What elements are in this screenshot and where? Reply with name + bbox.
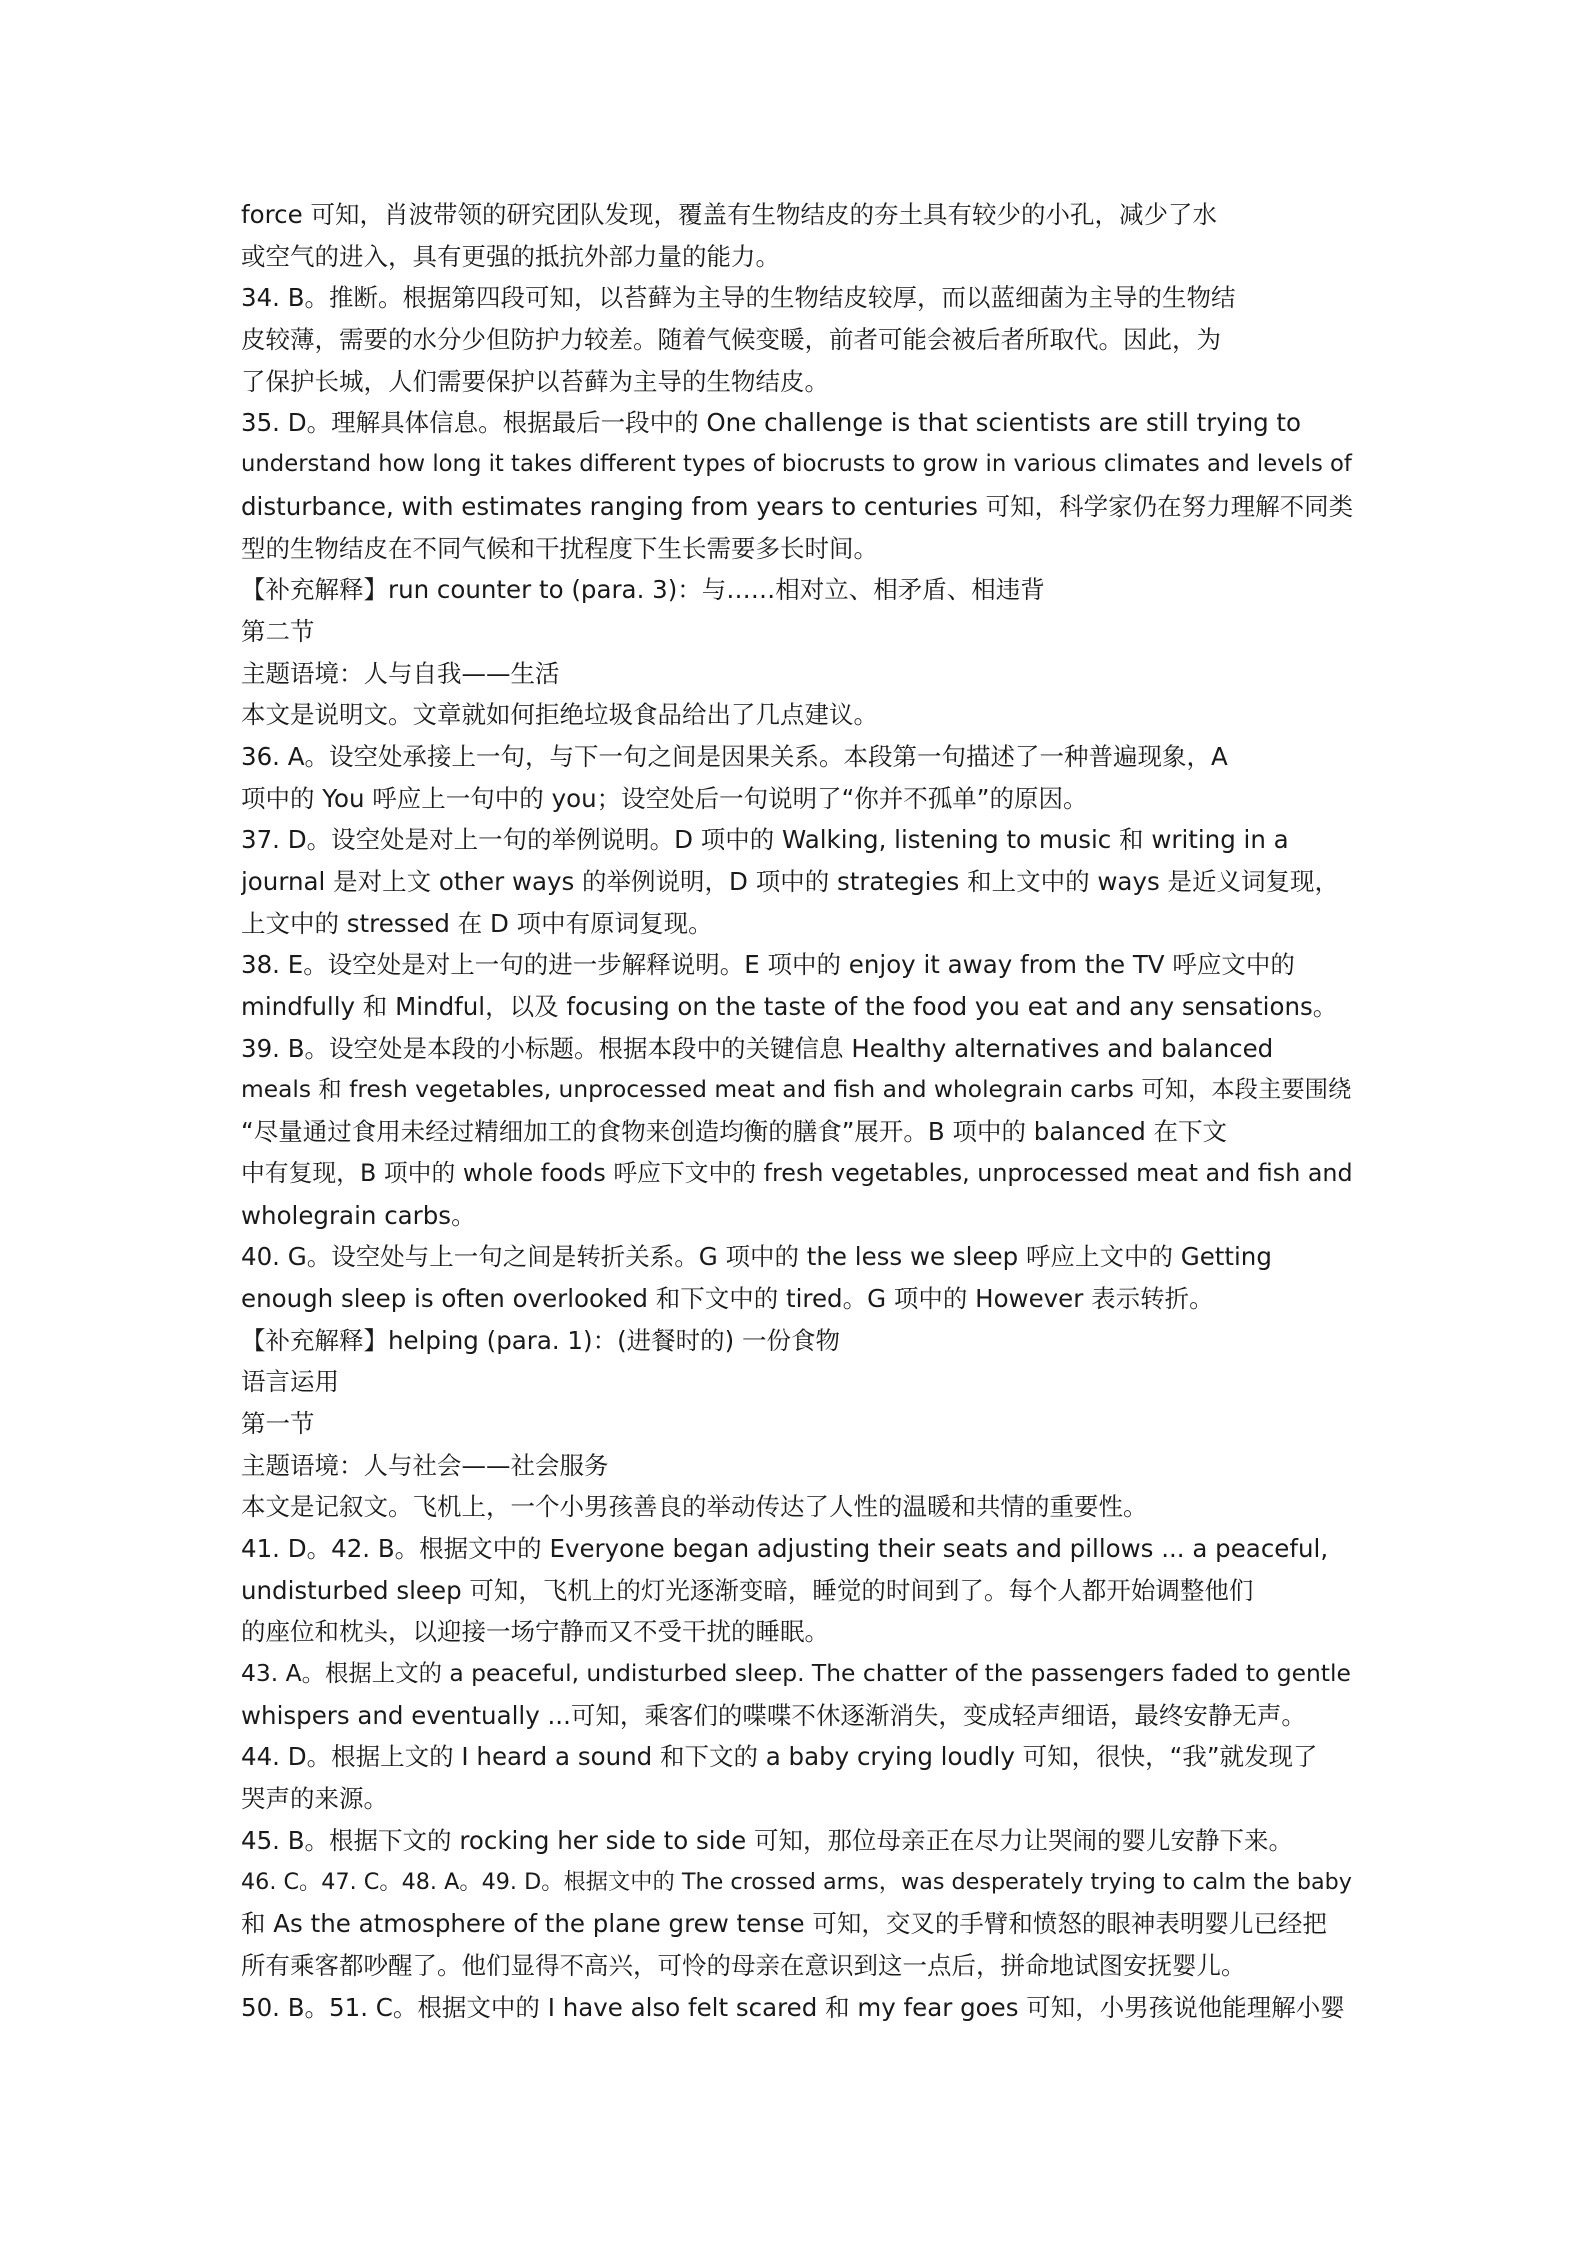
- text-line: 34. B。推断。根据第四段可知，以苔藓为主导的生物结皮较厚，而以蓝细菌为主导的生物结: [241, 283, 1236, 313]
- text-line: journal 是对上文 other ways 的举例说明，D 项中的 strategies 和上文中的 ways 是近义词复现，: [241, 867, 1339, 896]
- section-heading: 语言运用: [241, 1367, 339, 1397]
- text-line: 所有乘客都吵醒了。他们显得不高兴，可怜的母亲在意识到这一点后，拼命地试图安抚婴儿。: [241, 1950, 1246, 1980]
- theme-context: 主题语境：人与社会——社会服务: [241, 1450, 609, 1480]
- text-line: understand how long it takes different types of biocrusts to grow in various climates and levels of: [241, 451, 1352, 478]
- text-line: 41. D。42. B。根据文中的 Everyone began adjusting their seats and pillows ... a peaceful,: [241, 1534, 1329, 1563]
- text-line: 50. B。51. C。根据文中的 I have also felt scared 和 my fear goes 可知，小男孩说他能理解小婴: [241, 1992, 1345, 2022]
- text-line: 39. B。设空处是本段的小标题。根据本段中的关键信息 Healthy alternatives and balanced: [241, 1033, 1274, 1063]
- text-line: “尽量通过食用未经过精细加工的食物来创造均衡的膳食”展开。B 项中的 balanced 在下文: [241, 1117, 1228, 1147]
- text-line: 的座位和枕头，以迎接一场宁静而又不受干扰的睡眠。: [241, 1617, 829, 1647]
- text-line: 本文是说明文。文章就如何拒绝垃圾食品给出了几点建议。: [241, 700, 878, 730]
- text-line: 型的生物结皮在不同气候和干扰程度下生长需要多长时间。: [241, 533, 878, 563]
- text-line: 35. D。理解具体信息。根据最后一段中的 One challenge is that scientists are still trying to: [241, 408, 1302, 438]
- text-line: whispers and eventually ...可知，乘客们的喋喋不休逐渐消失，变成轻声细语，最终安静无声。: [241, 1700, 1306, 1730]
- supplementary-note: 【补充解释】helping (para. 1)：(进餐时的) 一份食物: [241, 1325, 840, 1355]
- text-line: 45. B。根据下文的 rocking her side to side 可知，那位母亲正在尽力让哭闹的婴儿安静下来。: [241, 1825, 1294, 1855]
- text-line: meals 和 fresh vegetables, unprocessed meat and fish and wholegrain carbs 可知，本段主要围绕: [241, 1075, 1352, 1104]
- text-line: undisturbed sleep 可知，飞机上的灯光逐渐变暗，睡觉的时间到了。每个人都开始调整他们: [241, 1575, 1254, 1605]
- text-line: mindfully 和 Mindful，以及 focusing on the taste of the food you eat and any sensations。: [241, 992, 1338, 1022]
- text-line: 或空气的进入，具有更强的抵抗外部力量的能力。: [241, 241, 780, 271]
- text-line: 皮较薄，需要的水分少但防护力较差。随着气候变暖，前者可能会被后者所取代。因此，为: [241, 325, 1221, 355]
- text-line: 37. D。设空处是对上一句的举例说明。D 项中的 Walking, listening to music 和 writing in a: [241, 825, 1289, 855]
- text-line: 和 As the atmosphere of the plane grew tense 可知，交叉的手臂和愤怒的眼神表明婴儿已经把: [241, 1909, 1327, 1939]
- supplementary-note: 【补充解释】run counter to (para. 3)：与……相对立、相矛盾、相违背: [241, 575, 1045, 605]
- text-line: 43. A。根据上文的 a peaceful, undisturbed sleep. The chatter of the passengers faded to gentle: [241, 1659, 1351, 1688]
- text-line: enough sleep is often overlooked 和下文中的 tired。G 项中的 However 表示转折。: [241, 1283, 1214, 1313]
- text-line: 46. C。47. C。48. A。49. D。根据文中的 The crossed arms，was desperately trying to calm the baby: [241, 1868, 1352, 1895]
- text-line: 中有复现，B 项中的 whole foods 呼应下文中的 fresh vegetables, unprocessed meat and fish and: [241, 1158, 1353, 1187]
- answer-explanation-text: [241, 194, 1357, 2028]
- text-line: 本文是记叙文。飞机上，一个小男孩善良的举动传达了人性的温暖和共情的重要性。: [241, 1492, 1148, 1522]
- text-line: 上文中的 stressed 在 D 项中有原词复现。: [241, 908, 713, 938]
- theme-context: 主题语境：人与自我——生活: [241, 658, 560, 688]
- text-line: force 可知，肖波带领的研究团队发现，覆盖有生物结皮的夯土具有较少的小孔，减少了水: [241, 200, 1217, 229]
- text-line: disturbance, with estimates ranging from years to centuries 可知，科学家仍在努力理解不同类: [241, 491, 1354, 521]
- text-line: wholegrain carbs。: [241, 1200, 476, 1230]
- section-heading: 第二节: [241, 616, 315, 646]
- text-line: 了保护长城，人们需要保护以苔藓为主导的生物结皮。: [241, 366, 829, 396]
- text-line: 项中的 You 呼应上一句中的 you；设空处后一句说明了“你并不孤单”的原因。: [241, 783, 1088, 813]
- text-line: 38. E。设空处是对上一句的进一步解释说明。E 项中的 enjoy it away from the TV 呼应文中的: [241, 950, 1295, 980]
- text-line: 36. A。设空处承接上一句，与下一句之间是因果关系。本段第一句描述了一种普遍现象，A: [241, 741, 1228, 771]
- section-heading: 第一节: [241, 1408, 315, 1438]
- text-line: 44. D。根据上文的 I heard a sound 和下文的 a baby crying loudly 可知，很快，“我”就发现了: [241, 1742, 1318, 1772]
- text-line: 40. G。设空处与上一句之间是转折关系。G 项中的 the less we sleep 呼应上文中的 Getting: [241, 1242, 1272, 1272]
- text-line: 哭声的来源。: [241, 1784, 388, 1814]
